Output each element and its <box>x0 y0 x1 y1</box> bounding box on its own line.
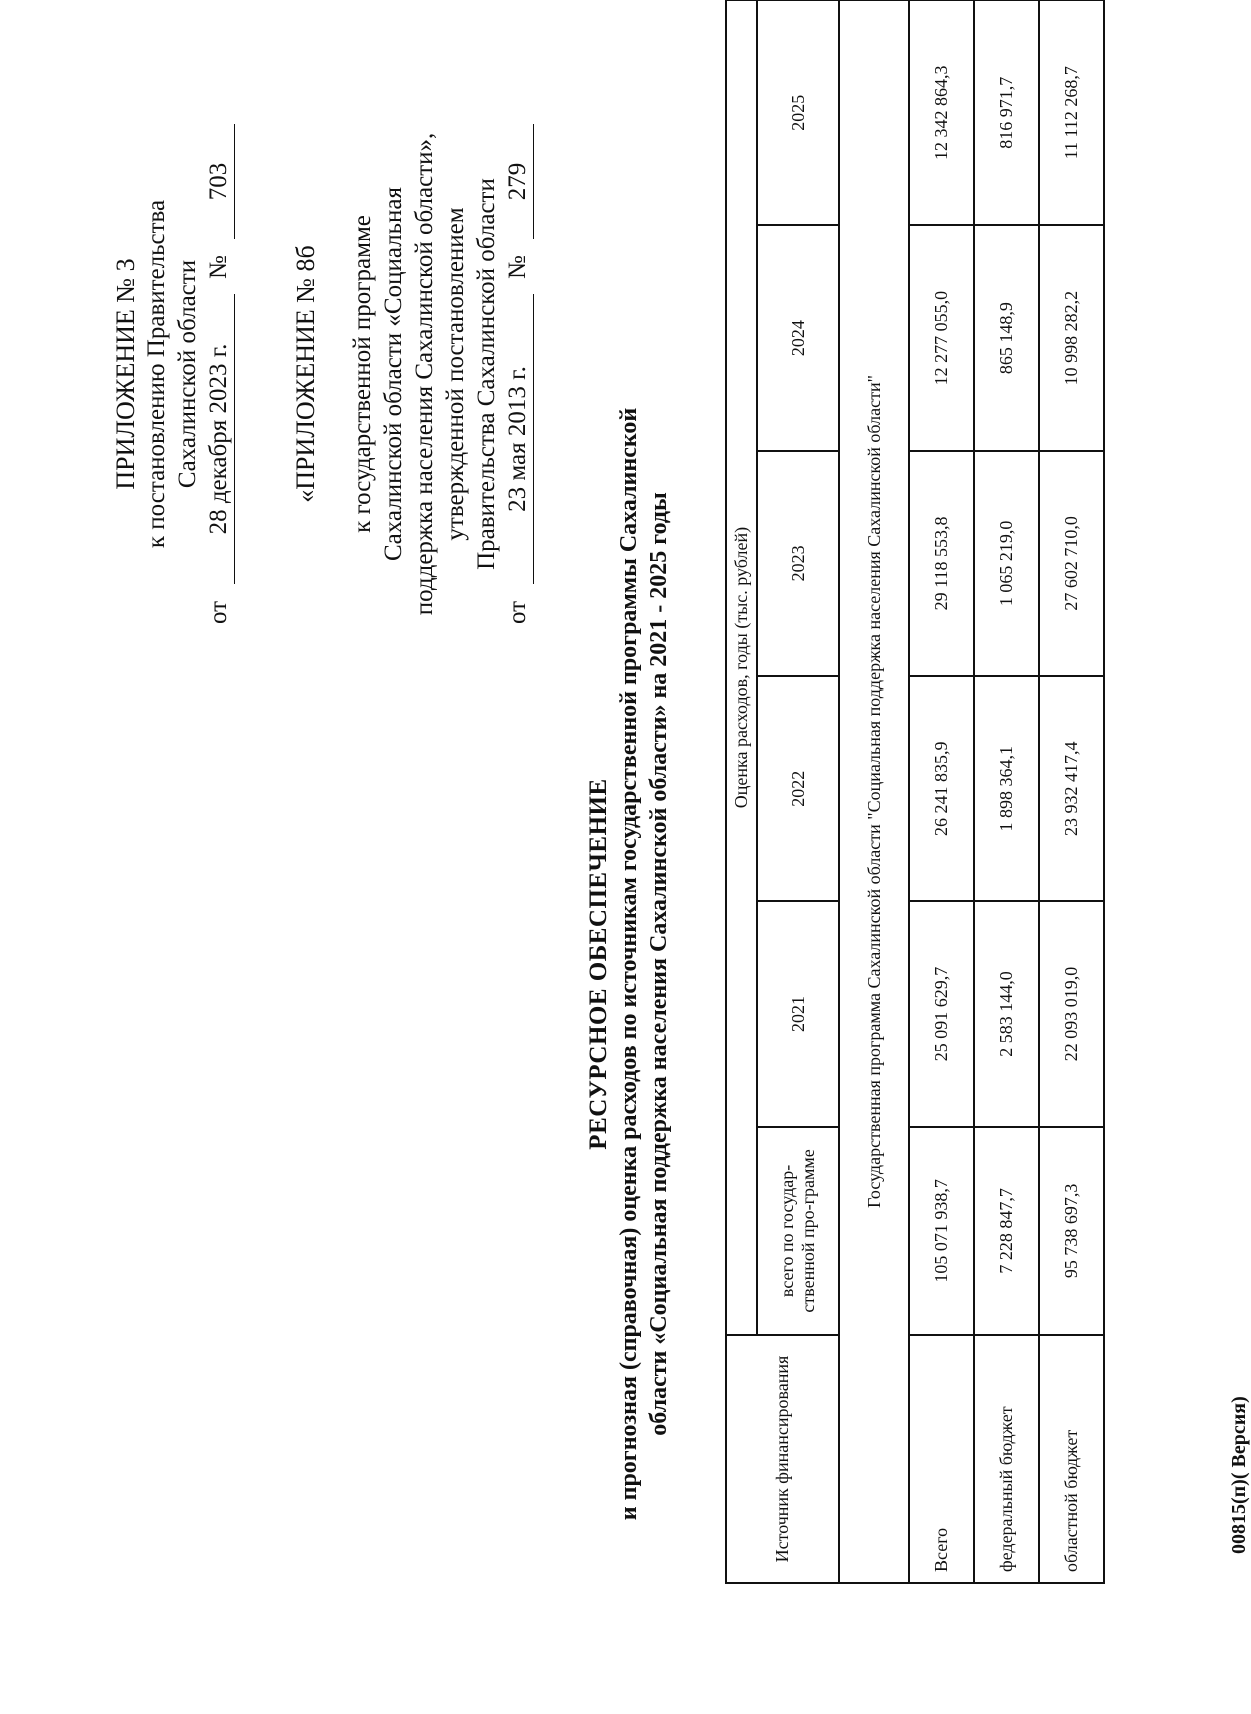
table-row <box>974 0 1039 1583</box>
appendix-8b-title: «ПРИЛОЖЕНИЕ № 8б <box>291 245 320 503</box>
table-row <box>1039 0 1104 1583</box>
document-title-block <box>584 314 674 1614</box>
number-label: № <box>205 255 232 279</box>
row-total: 105 071 938,7 <box>909 1127 974 1335</box>
from-label: от <box>205 600 232 624</box>
row-label: федеральный бюджет <box>974 1335 1039 1583</box>
year-header: 2023 <box>757 451 839 676</box>
row-value: 2 583 144,0 <box>974 901 1039 1126</box>
estimate-header: Оценка расходов, годы (тыс. рублей) <box>726 0 757 1335</box>
appendix-8b-block <box>290 124 536 624</box>
source-header: Источник финансирования <box>726 1335 839 1583</box>
row-value: 11 112 268,7 <box>1039 0 1104 225</box>
appendix-8b-line5: Правительства Сахалинской области <box>473 178 500 570</box>
program-name: Государственная программа Сахалинской области "Социальная поддержка населения Сахалинской области" <box>839 0 909 1583</box>
row-label: Всего <box>909 1335 974 1583</box>
appendix-8b-line3: поддержка населения Сахалинской области», <box>411 132 438 616</box>
table-row <box>909 0 974 1583</box>
row-value: 12 277 055,0 <box>909 225 974 450</box>
resource-table <box>725 0 1105 1584</box>
row-value: 1 065 219,0 <box>974 451 1039 676</box>
row-value: 23 932 417,4 <box>1039 676 1104 901</box>
row-value: 29 118 553,8 <box>909 451 974 676</box>
row-value: 865 148,9 <box>974 225 1039 450</box>
appendix-3-date-row <box>203 124 237 624</box>
version-label: 00815(п)( Версия) <box>1228 1396 1250 1554</box>
row-total: 95 738 697,3 <box>1039 1127 1104 1335</box>
program-row <box>839 0 909 1583</box>
row-total: 7 228 847,7 <box>974 1127 1039 1335</box>
appendix-8b-line2: Сахалинской области «Социальная <box>380 187 407 562</box>
row-value: 816 971,7 <box>974 0 1039 225</box>
appendix-3-date: 28 декабря 2023 г. <box>203 294 235 584</box>
appendix-3-line1: к постановлению Правительства <box>143 199 170 549</box>
row-value: 27 602 710,0 <box>1039 451 1104 676</box>
row-value: 22 093 019,0 <box>1039 901 1104 1126</box>
row-value: 12 342 864,3 <box>909 0 974 225</box>
row-value: 1 898 364,1 <box>974 676 1039 901</box>
appendix-8b-number: 279 <box>502 124 534 239</box>
year-header: 2021 <box>757 901 839 1126</box>
appendix-3-block <box>110 124 237 624</box>
appendix-8b-date: 23 мая 2013 г. <box>502 294 534 584</box>
appendix-3-line2: Сахалинской области <box>174 259 201 489</box>
appendix-8b-line4: утвержденной постановлением <box>442 207 469 541</box>
appendix-8b-date-row <box>502 124 536 624</box>
table-header-row <box>726 0 757 1583</box>
number-label: № <box>504 255 531 279</box>
document-title: РЕСУРСНОЕ ОБЕСПЕЧЕНИЕ <box>585 778 612 1150</box>
appendix-3-title: ПРИЛОЖЕНИЕ № 3 <box>111 258 140 490</box>
row-value: 10 998 282,2 <box>1039 225 1104 450</box>
year-header: 2025 <box>757 0 839 225</box>
appendix-3-number: 703 <box>203 124 235 239</box>
document-subtitle-line1: и прогнозная (справочная) оценка расходов по источникам государственной программы Сахалинской <box>616 407 642 1521</box>
total-header: всего по государ-ственной про-грамме <box>757 1127 839 1335</box>
year-header: 2022 <box>757 676 839 901</box>
row-value: 26 241 835,9 <box>909 676 974 901</box>
year-header: 2024 <box>757 225 839 450</box>
row-label: областной бюджет <box>1039 1335 1104 1583</box>
document-subtitle-line2: области «Социальная поддержка населения Сахалинской области» на 2021 - 2025 годы <box>646 492 672 1436</box>
from-label: от <box>504 600 531 624</box>
row-value: 25 091 629,7 <box>909 901 974 1126</box>
appendix-8b-line1: к государственной программе <box>349 215 376 533</box>
